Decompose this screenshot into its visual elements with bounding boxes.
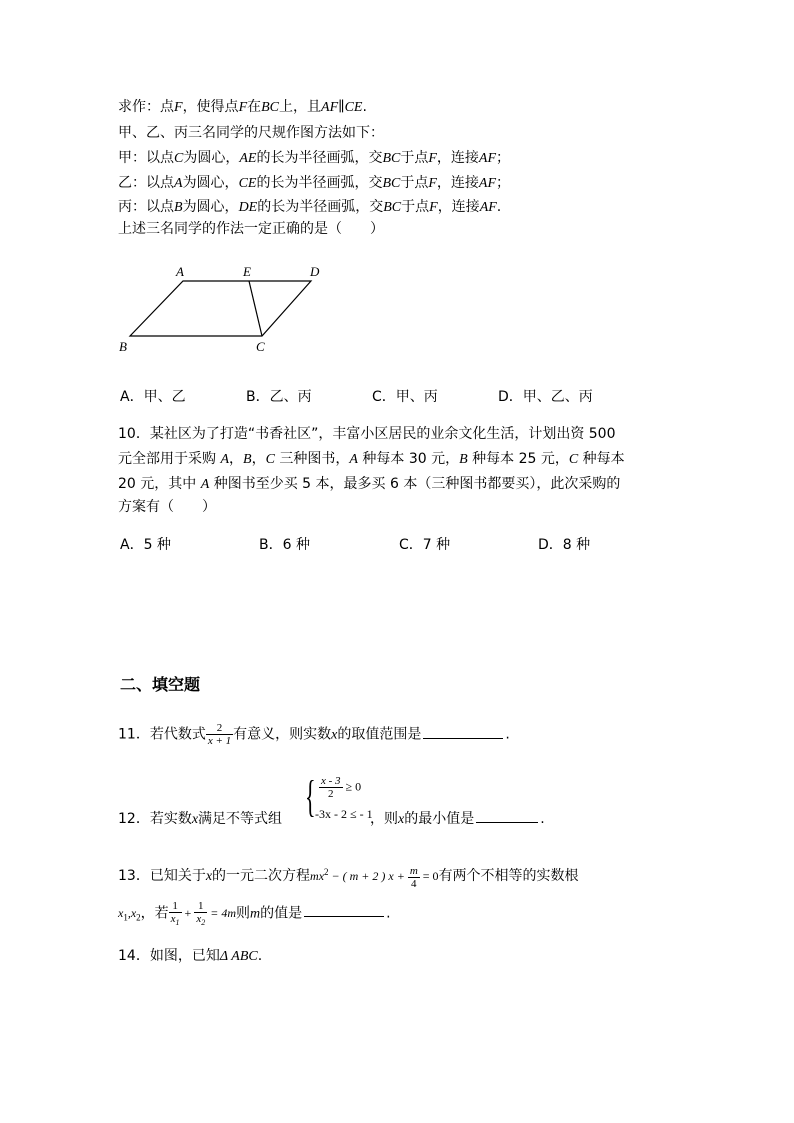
text: 种图书至少买 5 本，最多买 6 本（三种图书都要买），此次采购的 (209, 476, 621, 492)
label-a: A (176, 264, 184, 279)
fraction (408, 865, 420, 890)
q10-line2 (118, 450, 625, 469)
numerator: 1 (194, 900, 207, 913)
var-f: F (238, 100, 248, 115)
exponent: 2 (324, 867, 329, 877)
eq-part: = 4m (207, 906, 236, 921)
text: 种每本 (578, 451, 625, 467)
text: 上，且 (279, 99, 322, 115)
parallel-symbol: ∥ (338, 100, 345, 115)
section-title: 二、填空题 (120, 675, 201, 694)
text: 20 元，其中 (118, 476, 201, 492)
answer-blank[interactable] (304, 902, 384, 917)
q9-line2: 甲、乙、丙三名同学的尺规作图方法如下： (118, 125, 384, 141)
q9-line6: 上述三名同学的作法一定正确的是（ ） (118, 221, 384, 237)
text: 于点 (400, 150, 429, 166)
q9-option-d[interactable]: D．甲、乙、丙 (498, 389, 593, 405)
text: 10．某社区为了打造“书香社区”，丰富小区居民的业余文化生活，计划出资 500 (118, 426, 616, 442)
text: ，若 (140, 905, 169, 922)
var: B (174, 200, 183, 215)
var-bc: BC (261, 100, 280, 115)
q10-line4: 方案有（ ） (118, 499, 216, 515)
den-var: x (196, 913, 202, 925)
var-f: F (174, 100, 183, 115)
text: . (540, 811, 545, 827)
subscript: 2 (136, 912, 141, 923)
var: BC (382, 151, 401, 166)
var: AF (479, 200, 497, 215)
answer-blank[interactable] (423, 724, 503, 739)
den-var: x (170, 913, 176, 925)
var: BC (383, 200, 402, 215)
text: 种每本 30 元， (357, 451, 460, 467)
text: 丙：以点 (118, 199, 174, 215)
var: A (349, 452, 358, 467)
text: 于点 (400, 175, 429, 191)
var: A (200, 477, 210, 492)
text: 则 (235, 905, 250, 922)
ineq2: -3x - 2 ≤ - 1 (315, 807, 373, 821)
q9-line1 (118, 98, 367, 117)
var: m (249, 906, 261, 922)
text: 有意义，则实数 (233, 726, 332, 743)
q9-line4 (118, 174, 510, 193)
numerator: x - 3 (321, 775, 341, 787)
var: x (205, 869, 213, 884)
q10-option-c[interactable]: C．7 种 (399, 537, 451, 553)
q14 (118, 947, 262, 966)
var: BC (382, 176, 401, 191)
text: 11．若代数式 (118, 726, 206, 743)
root-var: ,x (127, 906, 137, 921)
parallelogram-abcd (130, 281, 311, 336)
fraction (319, 775, 343, 800)
text: 有两个不相等的实数根 (438, 868, 579, 884)
label-b: B (119, 339, 127, 354)
text: 满足不等式组 (198, 811, 283, 827)
ineq1 (319, 775, 361, 800)
text: 三种图书， (274, 451, 350, 467)
text: 乙：以点 (118, 175, 174, 191)
denominator (169, 913, 182, 929)
text: 的一元二次方程 (212, 868, 311, 884)
text: 14．如图，已知 (118, 948, 220, 964)
q13-line2 (118, 900, 391, 930)
label-e: E (243, 264, 251, 279)
var: DE (238, 200, 258, 215)
answer-blank[interactable] (476, 808, 538, 823)
text: 于点 (401, 199, 430, 215)
text: 的值是 (260, 905, 303, 922)
eq-part: − ( m + 2 ) x + (328, 869, 408, 883)
text: 为圆心， (182, 199, 239, 215)
text: 12．若实数 (118, 811, 192, 827)
text: ，使得点 (182, 99, 239, 115)
q10-option-b[interactable]: B．6 种 (259, 537, 310, 553)
var: B (243, 452, 252, 467)
var: AF (478, 151, 497, 166)
segment-ec (249, 281, 262, 336)
numerator: 1 (169, 900, 182, 913)
eq-part: mx (310, 869, 325, 883)
text: 的最小值是 (404, 811, 475, 827)
label-c: C (256, 339, 265, 354)
var: F (428, 151, 437, 166)
equation (310, 864, 439, 890)
var: F (428, 176, 437, 191)
text: 种每本 25 元， (467, 451, 569, 467)
q11 (118, 722, 510, 748)
text: 甲：以点 (118, 150, 174, 166)
q13-line1 (118, 860, 579, 890)
fraction (206, 722, 233, 747)
text: 的长为半径画弧，交 (256, 175, 383, 191)
numerator: m (409, 864, 418, 877)
text: ， (251, 451, 266, 467)
q9-line5 (118, 198, 501, 217)
var-ce: CE (344, 100, 363, 115)
var: A (220, 452, 230, 467)
q9-option-a[interactable]: A．甲、乙 (120, 389, 186, 405)
eq-part: = 0 (419, 869, 439, 883)
subscript: 1 (123, 912, 128, 923)
text: . (496, 199, 502, 215)
denominator: x + 1 (207, 735, 232, 747)
q12 (118, 808, 545, 829)
text: ； (496, 175, 511, 191)
text: 的长为半径画弧，交 (257, 199, 384, 215)
text: ； (496, 150, 511, 166)
denominator: 2 (328, 788, 334, 800)
subscript: 1 (175, 918, 180, 928)
rhs: ≥ 0 (345, 779, 362, 794)
var: C (174, 151, 184, 166)
text: . (505, 726, 510, 743)
plus: + (181, 906, 195, 921)
text: 为圆心， (182, 175, 239, 191)
text: 的长为半径画弧，交 (256, 150, 383, 166)
brace: { (305, 772, 316, 821)
var: x (191, 812, 199, 827)
text: . (386, 905, 391, 922)
triangle: Δ ABC (219, 949, 258, 964)
q10-option-a[interactable]: A．5 种 (120, 537, 171, 553)
var: C (568, 452, 579, 467)
fraction (169, 900, 182, 929)
var: x (331, 727, 338, 743)
q9-option-c[interactable]: C．甲、丙 (372, 389, 438, 405)
q10-option-d[interactable]: D．8 种 (538, 537, 591, 553)
text: ，则 (370, 811, 399, 827)
text: . (362, 99, 367, 115)
q10-line1 (118, 425, 616, 443)
fraction (194, 900, 207, 929)
var: x (398, 812, 405, 827)
denominator: 4 (411, 877, 417, 890)
roots (118, 906, 141, 923)
text: 的取值范围是 (337, 726, 422, 743)
var: CE (238, 176, 257, 191)
subscript: 2 (201, 918, 206, 928)
var: F (429, 200, 438, 215)
text: 元全部用于采购 (118, 451, 221, 467)
var-af: AF (321, 100, 339, 115)
q9-option-b[interactable]: B．乙、丙 (246, 389, 312, 405)
q9-line3 (118, 149, 510, 168)
var: AF (478, 176, 497, 191)
numerator: 2 (206, 722, 233, 735)
text: 为圆心， (183, 150, 240, 166)
text: 求作：点 (118, 99, 174, 115)
denominator (194, 913, 207, 929)
text: ，连接 (437, 199, 480, 215)
text: . (257, 948, 263, 964)
var: C (265, 452, 275, 467)
text: ， (229, 451, 244, 467)
var: B (459, 452, 468, 467)
var: AE (239, 151, 257, 166)
label-d: D (310, 264, 320, 279)
var: A (174, 176, 183, 191)
text: ，连接 (436, 150, 479, 166)
text: 在 (247, 99, 262, 115)
root-var: x (118, 906, 124, 921)
equation (169, 900, 236, 928)
text: ，连接 (436, 175, 479, 191)
q10-line3 (118, 475, 620, 494)
text: 13．已知关于 (118, 868, 206, 884)
